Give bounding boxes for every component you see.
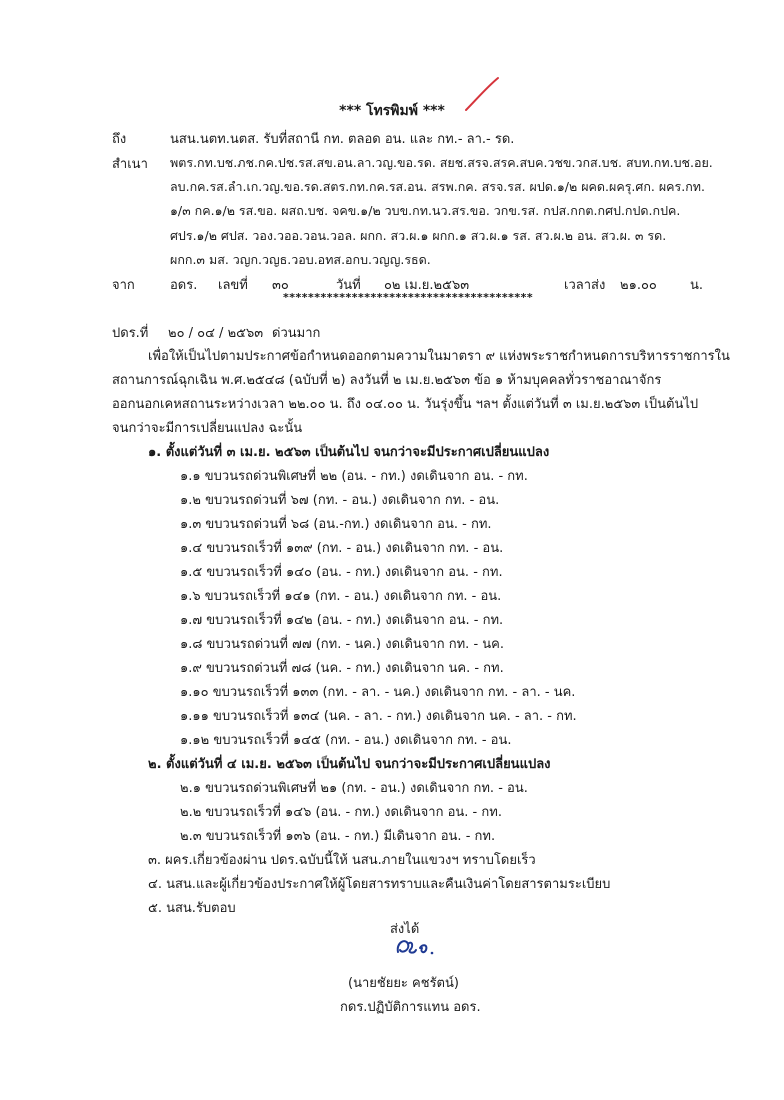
section1-item: ๑.๑๒ ขบวนรถเร็วที่ ๑๔๕ (กท. - อน.) งดเดินจาก กท. - อน. (180, 733, 512, 748)
to-label: ถึง (112, 132, 127, 147)
section1-item: ๑.๑๐ ขบวนรถเร็วที่ ๑๓๓ (กท. - ลา. - นค.) งดเดินจาก กท. - ลา. - นค. (180, 685, 576, 700)
section5-text: ๕. นสน.รับตอบ (148, 901, 236, 916)
section2-item: ๒.๓ ขบวนรถเร็วที่ ๑๓๖ (อน. - กท.) มีเดินจาก อน. - กท. (180, 829, 496, 844)
cc-line-4: ศปร.๑/๒ ศปส. วอง.วออ.วอน.วอล. ผกก. สว.ผ.๑ ผกก.๑ สว.ผ.๑ รส. สว.ผ.๒ อน. สว.ผ. ๓ รด. (170, 228, 667, 243)
body-line-4: จนกว่าจะมีการเปลี่ยนแปลง ฉะนั้น (112, 421, 303, 436)
section2-item: ๒.๑ ขบวนรถด่วนพิเศษที่ ๒๑ (กท. - อน.) งดเดินจาก กท. - อน. (180, 781, 528, 796)
send-time-label: เวลาส่ง (564, 278, 606, 293)
cc-label: สำเนา (112, 157, 148, 172)
section1-item: ๑.๓ ขบวนรถด่วนที่ ๖๘ (อน.-กท.) งดเดินจาก อน. - กท. (180, 517, 492, 532)
signer-name: (นายชัยยะ คชรัตน์) (348, 976, 459, 991)
body-line-1: เพื่อให้เป็นไปตามประกาศข้อกำหนดออกตามความในมาตรา ๙ แห่งพระราชกำหนดการบริหารราชการใน (148, 349, 730, 364)
ref-value: ๒๐ / ๐๔ / ๒๕๖๓ (168, 326, 264, 341)
urgency-label: ด่วนมาก (272, 326, 321, 341)
section2-item: ๒.๒ ขบวนรถเร็วที่ ๑๔๖ (อน. - กท.) งดเดินจาก อน. - กท. (180, 805, 502, 820)
section1-item: ๑.๑ ขบวนรถด่วนพิเศษที่ ๒๒ (อน. - กท.) งดเดินจาก อน. - กท. (180, 469, 528, 484)
document-title: *** โทรพิมพ์ *** (339, 103, 445, 119)
body-line-2: สถานการณ์ฉุกเฉิน พ.ศ.๒๕๔๘ (ฉบับที่ ๒) ลงวันที่ ๒ เม.ย.๒๕๖๓ ข้อ ๑ ห้ามบุคคลทั่วราชอาณาจักร (112, 373, 662, 388)
to-line: นสน.นตท.นตส. รับที่สถานี กท. ตลอด อน. และ กท.- ลา.- รด. (170, 132, 515, 147)
cc-line-1: พตร.กท.บช.ภช.กค.ปช.รส.สข.อน.ลา.วญ.ขอ.รด. สยช.สรจ.สรค.สบค.วชข.วกส.บช. สบท.กท.บช.อย. (170, 155, 713, 170)
cc-line-2: ลบ.กค.รส.ลำ.เก.วญ.ขอ.รด.สตร.กท.กค.รส.อน. สรพ.กค. สรจ.รส. ผปด.๑/๒ ผคด.ผครุ.ศก. ผคร.กท. (170, 179, 705, 194)
section1-item: ๑.๑๑ ขบวนรถเร็วที่ ๑๓๔ (นค. - ลา. - กท.) งดเดินจาก นค. - ลา. - กท. (180, 709, 577, 724)
signer-position: กดร.ปฏิบัติการแทน อดร. (340, 1000, 481, 1015)
date-label: วันที่ (336, 278, 361, 293)
section3-text: ๓. ผคร.เกี่ยวข้องผ่าน ปดร.ฉบับนี้ให้ นสน.ภายในแขวงฯ ทราบโดยเร็ว (148, 853, 536, 868)
handwritten-signature (392, 932, 440, 962)
ref-label: ปดร.ที่ (112, 326, 149, 341)
section2-heading: ๒. ตั้งแต่วันที่ ๔ เม.ย. ๒๕๖๓ เป็นต้นไป จนกว่าจะมีประกาศเปลี่ยนแปลง (148, 757, 551, 772)
sent-by-label: ส่งได้ (390, 922, 420, 937)
section1-item: ๑.๖ ขบวนรถเร็วที่ ๑๔๑ (กท. - อน.) งดเดินจาก กท. - อน. (180, 589, 502, 604)
number-value: ๓๐ (272, 278, 289, 293)
section1-item: ๑.๒ ขบวนรถด่วนที่ ๖๗ (กท. - อน.) งดเดินจาก กท. - อน. (180, 493, 500, 508)
section4-text: ๔. นสน.และผู้เกี่ยวข้องประกาศให้ผู้โดยสารทราบและคืนเงินค่าโดยสารตามระเบียบ (148, 877, 611, 892)
section1-item: ๑.๘ ขบวนรถด่วนที่ ๗๗ (กท. - นค.) งดเดินจาก กท. - นค. (180, 637, 504, 652)
body-line-3: ออกนอกเคหสถานระหว่างเวลา ๒๒.๐๐ น. ถึง ๐๔.๐๐ น. วันรุ่งขึ้น ฯลฯ ตั้งแต่วันที่ ๓ เม.ย.๒๕๖๓ เป็นต้นไป (112, 397, 699, 412)
number-label: เลขที่ (218, 278, 248, 293)
send-time-value: ๒๑.๐๐ (620, 278, 657, 293)
section1-item: ๑.๕ ขบวนรถเร็วที่ ๑๔๐ (อน. - กท.) งดเดินจาก อน. - กท. (180, 565, 503, 580)
send-time-unit: น. (690, 278, 704, 293)
separator-stars: **************************************** (283, 291, 534, 304)
section1-item: ๑.๔ ขบวนรถเร็วที่ ๑๓๙ (กท. - อน.) งดเดินจาก กท. - อน. (180, 541, 504, 556)
cc-line-3: ๑/๓ กค.๑/๒ รส.ขอ. ผสถ.บช. จคข.๑/๒ วบข.กท.นว.สร.ขอ. วกข.รส. กปส.กกต.กศป.กปด.กปค. (170, 203, 681, 218)
section1-item: ๑.๙ ขบวนรถด่วนที่ ๗๘ (นค. - กท.) งดเดินจาก นค. - กท. (180, 661, 504, 676)
cc-line-5: ผกก.๓ มส. วญก.วญธ.วอบ.อทส.อกบ.วญญ.รธด. (170, 252, 431, 267)
date-value: ๐๒ เม.ย.๒๕๖๓ (384, 278, 470, 293)
section1-item: ๑.๗ ขบวนรถเร็วที่ ๑๔๒ (อน. - กท.) งดเดินจาก อน. - กท. (180, 613, 504, 628)
from-org: อดร. (170, 278, 198, 293)
from-label: จาก (112, 278, 135, 293)
section1-heading: ๑. ตั้งแต่วันที่ ๓ เม.ย. ๒๕๖๓ เป็นต้นไป จนกว่าจะมีประกาศเปลี่ยนแปลง (148, 445, 550, 460)
